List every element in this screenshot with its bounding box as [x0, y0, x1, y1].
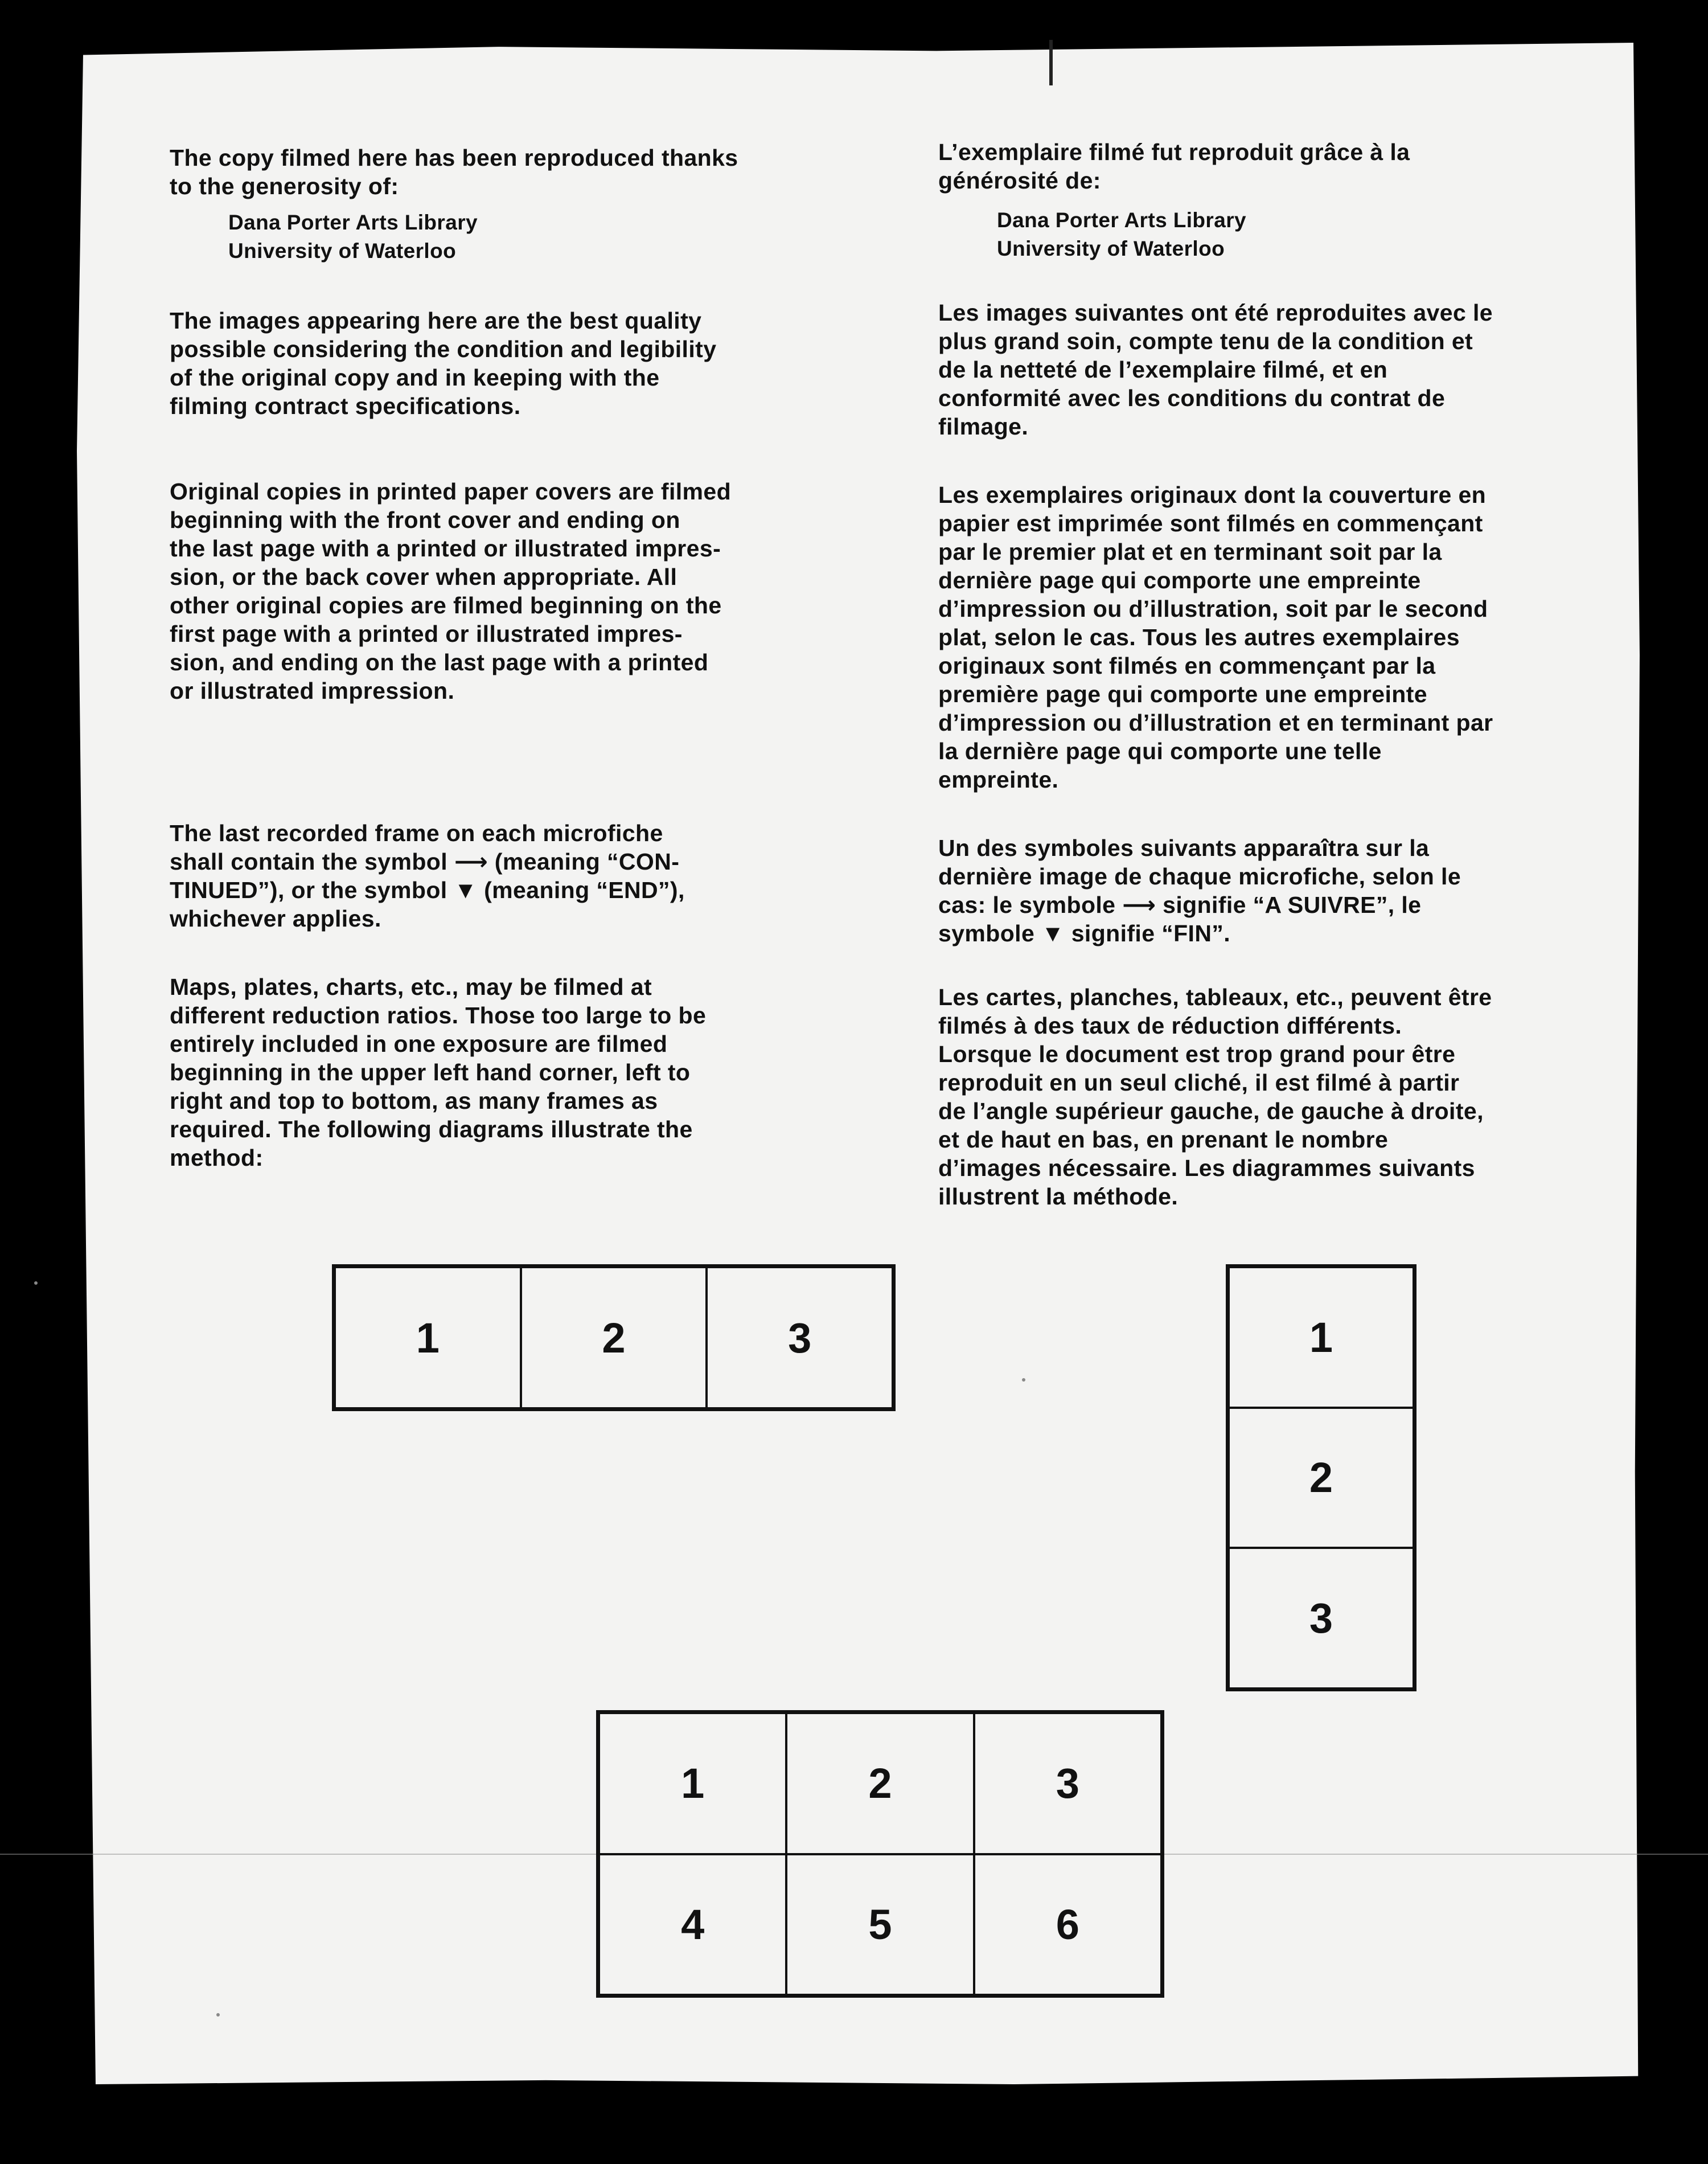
english-originals-paragraph: Original copies in printed paper covers are filmed beginning with the front cover and ending on the last page with a printed or illustrated impres- sion, or the back cover when appropriate. All other original copies are filmed beginning on the first page with a printed or illustrated impres- sion, and ending on the last page with a printed or illustrated impression.	[170, 478, 732, 704]
dust-speck	[1022, 1378, 1025, 1382]
english-maps-paragraph: Maps, plates, charts, etc., may be filmed at different reduction ratios. Those too large to be entirely included in one exposure are filmed beginning in the upper left hand corner, left to right and top to bottom, as many frames as required. The following diagrams illustrate the method:	[170, 974, 707, 1171]
french-originals-paragraph: Les exemplaires originaux dont la couverture en papier est imprimée sont filmés en commençant par le premier plat et en terminant soit par la dernière page qui comporte une empreinte d’impression ou d’illustration, soit par le second plat, selon le cas. Tous les autres exemplaires originaux sont filmés en commençant par la première page qui comporte une empreinte d’impression ou d’illustration et en terminant par la dernière page qui comporte une telle empreinte.	[938, 482, 1493, 793]
french-thanks: L’exemplaire filmé fut reproduit grâce à la générosité de:	[938, 139, 1410, 194]
dust-speck	[34, 1281, 38, 1285]
english-institution: Dana Porter Arts Library University of Waterloo	[228, 211, 478, 263]
english-thanks: The copy filmed here has been reproduced thanks to the generosity of:	[170, 145, 738, 199]
frame-cell: 1	[334, 1266, 522, 1409]
french-symbols-paragraph: Un des symboles suivants apparaîtra sur la dernière image de chaque microfiche, selon le cas: le symbole ⟶ signifie “A SUIVRE”, le symbole ▼ signifie “FIN”.	[938, 835, 1461, 946]
frame-cell: 2	[1227, 1407, 1415, 1550]
frame-cell: 3	[705, 1266, 894, 1409]
frame-cell: 2	[520, 1266, 708, 1409]
english-quality-paragraph: The images appearing here are the best quality possible considering the condition and legibility of the original copy and in keeping with the filming contract specifications.	[170, 308, 717, 419]
english-symbols-paragraph: The last recorded frame on each microfiche shall contain the symbol ⟶ (meaning “CON- TINUED”), or the symbol ▼ (meaning “END”), whichever applies.	[170, 820, 685, 932]
english-column	[170, 144, 853, 1172]
french-maps-paragraph: Les cartes, planches, tableaux, etc., peuvent être filmés à des taux de réduction différents. Lorsque le document est trop grand pour être reproduit en un seul cliché, il est filmé à partir de l’angle supérieur gauche, de gauche à droite, et de haut en bas, en prenant le nombre d’images nécessaire. Les diagrammes suivants illustrent la méthode.	[938, 984, 1492, 1210]
frame-cell: 3	[1227, 1547, 1415, 1690]
frame-cell: 5	[785, 1853, 975, 1997]
frame-cell: 2	[785, 1712, 975, 1855]
grid-frame-diagram	[596, 1710, 1164, 1998]
frame-cell: 4	[598, 1853, 787, 1997]
frame-cell: 1	[598, 1712, 787, 1855]
dust-speck	[216, 2013, 220, 2017]
french-column	[938, 138, 1621, 1211]
vertical-frame-diagram	[1226, 1264, 1417, 1691]
paper-fold-mark	[1049, 40, 1053, 85]
french-institution: Dana Porter Arts Library University of Waterloo	[997, 208, 1246, 260]
french-quality-paragraph: Les images suivantes ont été reproduites avec le plus grand soin, compte tenu de la condition et de la netteté de l’exemplaire filmé, et en conformité avec les conditions du contrat de filmage.	[938, 300, 1493, 440]
frame-cell: 1	[1227, 1266, 1415, 1409]
frame-cell: 3	[973, 1712, 1163, 1855]
horizontal-frame-diagram	[332, 1264, 896, 1411]
frame-cell: 6	[973, 1853, 1163, 1997]
